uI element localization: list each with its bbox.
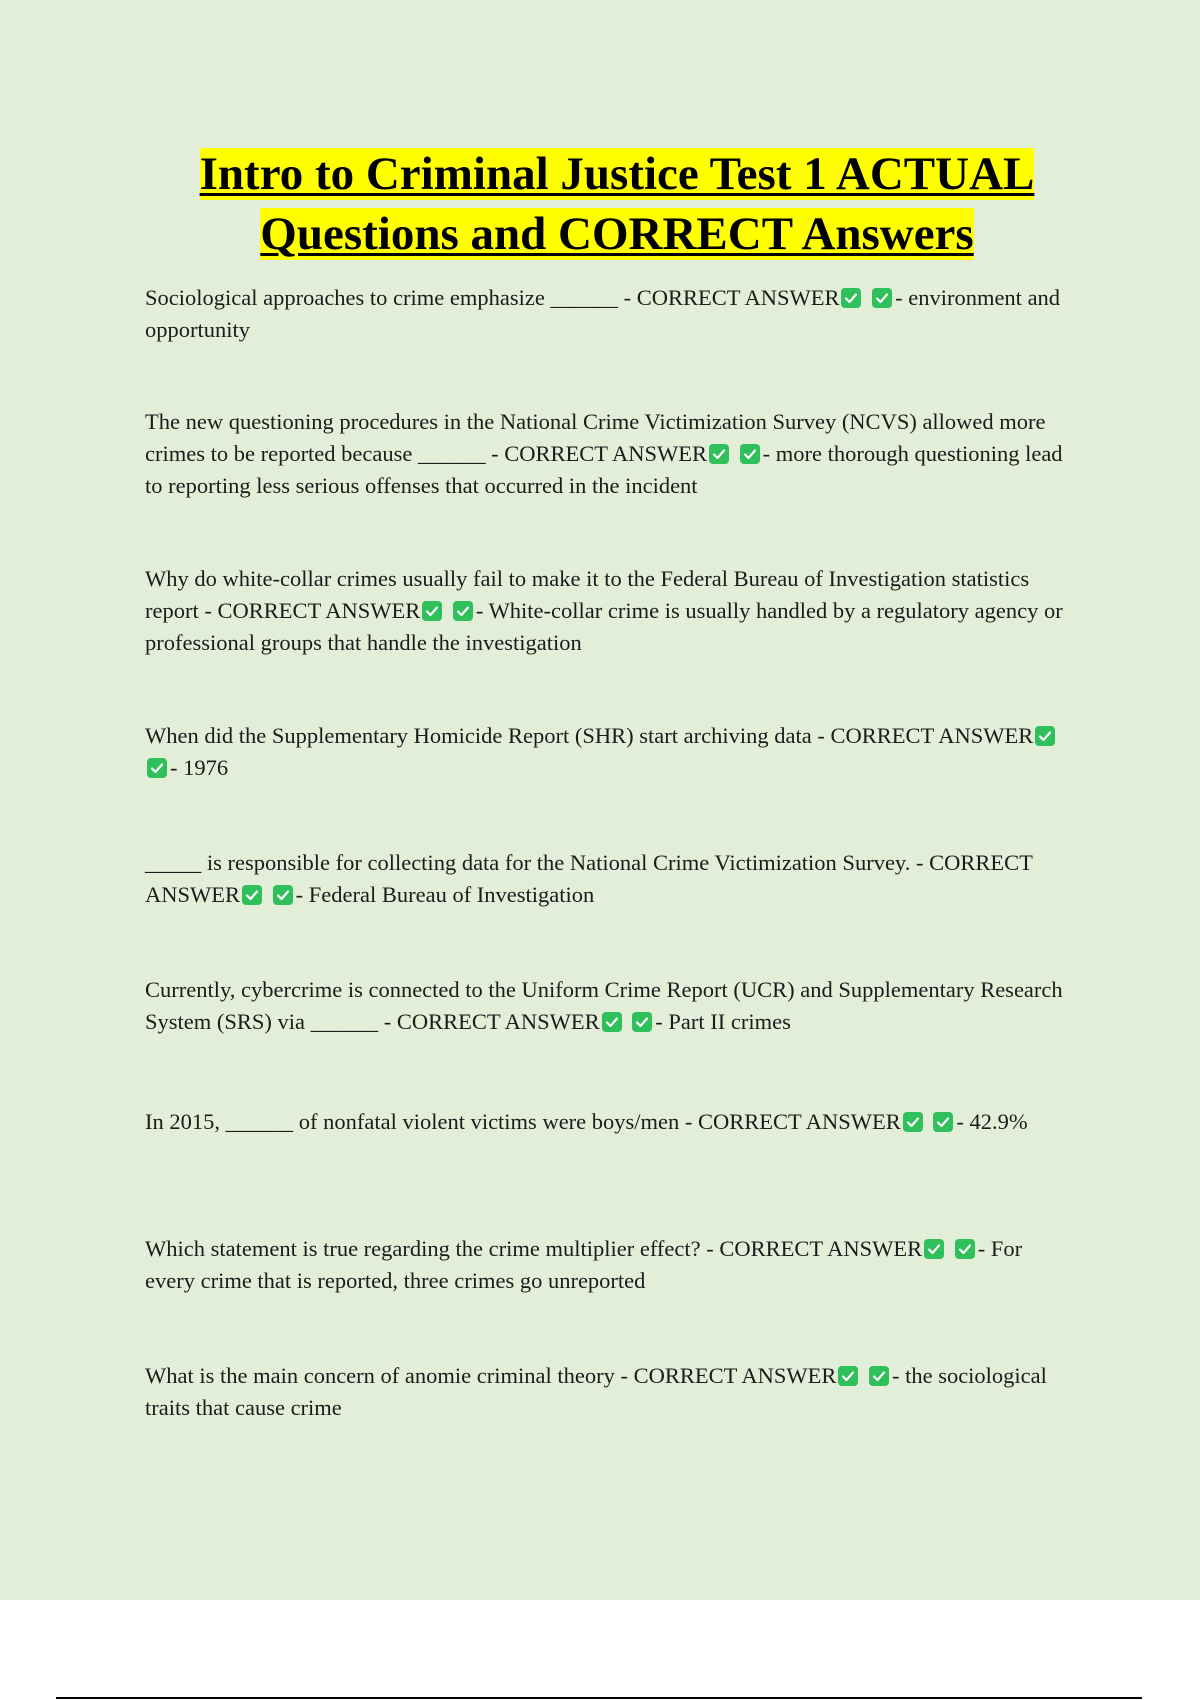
question-text: Which statement is true regarding the crime multiplier effect? bbox=[145, 1236, 701, 1261]
answer-separator: - bbox=[475, 598, 484, 623]
check-icon bbox=[841, 288, 861, 308]
document-title bbox=[0, 144, 1200, 264]
question-text: The new questioning procedures in the National Crime Victimization Survey (NCVS) allowed more crimes to be reported because ______ bbox=[145, 409, 1046, 466]
correct-answer-label: - CORRECT ANSWER bbox=[706, 1236, 923, 1261]
answer-text: more thorough questioning lead to reporting less serious offenses that occurred in the incident bbox=[145, 441, 1063, 498]
page-bottom-rule bbox=[56, 1697, 1142, 1699]
qa-item-1 bbox=[145, 282, 1065, 346]
check-icon bbox=[147, 758, 167, 778]
correct-answer-label: - CORRECT ANSWER bbox=[383, 1009, 600, 1034]
correct-answer-label: - CORRECT ANSWER bbox=[623, 285, 840, 310]
answer-text: 1976 bbox=[183, 755, 229, 780]
question-text: _____ is responsible for collecting data for the National Crime Victimization Survey. bbox=[145, 850, 911, 875]
check-icon bbox=[1035, 726, 1055, 746]
check-icon bbox=[242, 885, 262, 905]
question-text: Currently, cybercrime is connected to the Uniform Crime Report (UCR) and Supplementary Research System (SRS) via ______ bbox=[145, 977, 1063, 1034]
check-icon bbox=[740, 444, 760, 464]
answer-separator: - bbox=[895, 285, 903, 310]
answer-text: Part II crimes bbox=[668, 1009, 791, 1034]
check-icon bbox=[955, 1239, 975, 1259]
answer-separator: - bbox=[655, 1009, 663, 1034]
check-icon bbox=[872, 288, 892, 308]
check-icon bbox=[903, 1112, 923, 1132]
answer-text: the sociological traits that cause crime bbox=[145, 1363, 1047, 1420]
answer-separator: - bbox=[977, 1236, 986, 1261]
correct-answer-label: - CORRECT ANSWER bbox=[817, 723, 1034, 748]
answer-separator: - bbox=[762, 441, 771, 466]
check-icon bbox=[869, 1366, 889, 1386]
answer-text: White-collar crime is usually handled by a regulatory agency or professional groups that handle the investigation bbox=[145, 598, 1063, 655]
check-icon bbox=[924, 1239, 944, 1259]
title-line-2: Questions and CORRECT Answers bbox=[260, 208, 974, 260]
answer-text: 42.9% bbox=[969, 1109, 1028, 1134]
correct-answer-label: - CORRECT ANSWER bbox=[684, 1109, 901, 1134]
answer-text: Federal Bureau of Investigation bbox=[308, 882, 595, 907]
qa-item-8 bbox=[145, 1233, 1065, 1297]
check-icon bbox=[453, 601, 473, 621]
qa-item-4 bbox=[145, 720, 1065, 784]
answer-text: environment and opportunity bbox=[145, 285, 1061, 342]
question-text: When did the Supplementary Homicide Report (SHR) start archiving data bbox=[145, 723, 812, 748]
qa-item-5 bbox=[145, 847, 1065, 911]
answer-separator: - bbox=[956, 1109, 964, 1134]
question-text: In 2015, ______ of nonfatal violent victims were boys/men bbox=[145, 1109, 680, 1134]
qa-item-9 bbox=[145, 1360, 1065, 1424]
correct-answer-label: - CORRECT ANSWER bbox=[620, 1363, 837, 1388]
check-icon bbox=[422, 601, 442, 621]
title-line-1: Intro to Criminal Justice Test 1 ACTUAL bbox=[199, 148, 1035, 200]
answer-text: For every crime that is reported, three crimes go unreported bbox=[145, 1236, 1023, 1293]
question-text: Why do white-collar crimes usually fail to make it to the Federal Bureau of Investigation statistics report bbox=[145, 566, 1030, 623]
correct-answer-label: - CORRECT ANSWER bbox=[145, 850, 1033, 907]
correct-answer-label: - CORRECT ANSWER bbox=[491, 441, 707, 466]
qa-item-3 bbox=[145, 563, 1065, 659]
question-text: What is the main concern of anomie criminal theory bbox=[145, 1363, 615, 1388]
correct-answer-label: - CORRECT ANSWER bbox=[204, 598, 421, 623]
check-icon bbox=[933, 1112, 953, 1132]
check-icon bbox=[602, 1012, 622, 1032]
question-text: Sociological approaches to crime emphasize ______ bbox=[145, 285, 618, 310]
check-icon bbox=[273, 885, 293, 905]
check-icon bbox=[709, 444, 729, 464]
answer-separator: - bbox=[170, 755, 178, 780]
check-icon bbox=[838, 1366, 858, 1386]
qa-item-2 bbox=[145, 406, 1065, 502]
qa-item-6 bbox=[145, 974, 1065, 1038]
answer-separator: - bbox=[891, 1363, 900, 1388]
answer-separator: - bbox=[295, 882, 304, 907]
check-icon bbox=[632, 1012, 652, 1032]
qa-item-7 bbox=[145, 1106, 1065, 1138]
